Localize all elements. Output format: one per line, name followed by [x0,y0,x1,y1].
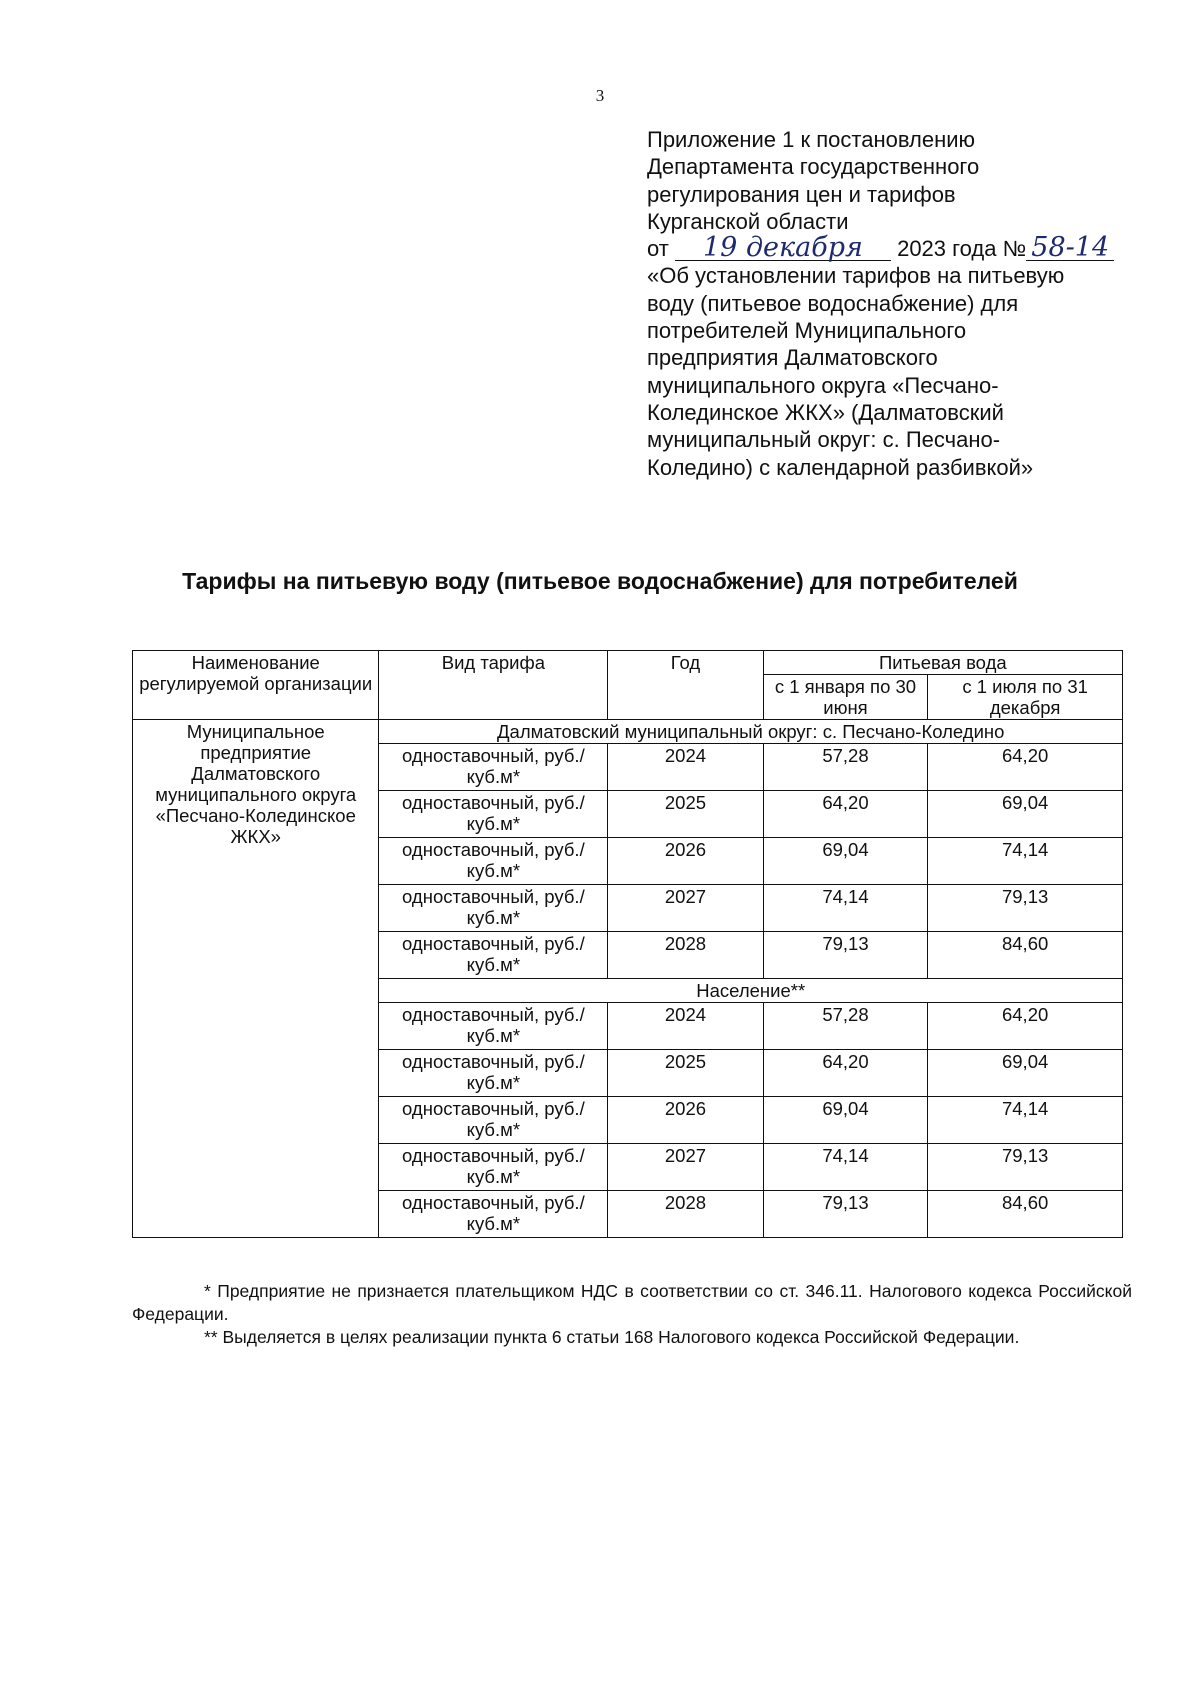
tariff-kind-cell: одноставочный, руб./куб.м* [379,838,608,885]
footnote: ** Выделяется в целях реализации пункта 6 статьи 168 Налогового кодекса Российской Федерации. [204,1327,1020,1347]
tariff-table [132,650,1123,1238]
tariff-kind-cell: одноставочный, руб./куб.м* [379,932,608,979]
year-cell: 2024 [608,744,763,791]
date-prefix: от [647,236,669,262]
section-row [133,720,1123,744]
section-label: Население** [379,979,1123,1003]
year-cell: 2028 [608,932,763,979]
value-cell: 57,28 [763,1003,928,1050]
value-cell: 64,20 [763,791,928,838]
value-cell: 64,20 [928,1003,1123,1050]
year-cell: 2024 [608,1003,763,1050]
year-cell: 2025 [608,1050,763,1097]
value-cell: 74,14 [928,838,1123,885]
appendix-header [647,126,1127,481]
value-cell: 57,28 [763,744,928,791]
value-cell: 74,14 [928,1097,1123,1144]
footnote: * Предприятие не признается плательщиком НДС в соответствии со ст. 346.11. Налогового кодекса Российской Федерации. [132,1281,1132,1324]
appendix-subject-line: муниципальный округ: с. Песчано- [647,427,1001,453]
tariff-kind-cell: одноставочный, руб./куб.м* [379,1097,608,1144]
footnotes [132,1280,1132,1349]
value-cell: 74,14 [763,1144,928,1191]
appendix-line: Департамента государственного [647,154,980,180]
document-title: Тарифы на питьевую воду (питьевое водоснабжение) для потребителей [182,568,1018,594]
year-cell: 2027 [608,1144,763,1191]
appendix-date-line [647,232,1127,264]
header-tariff-kind: Вид тарифа [379,651,608,720]
header-period-2: с 1 июля по 31 декабря [928,675,1123,720]
year-cell: 2025 [608,791,763,838]
header-organization: Наименование регулируемой организации [133,651,379,720]
appendix-subject-line: «Об установлении тарифов на питьевую [647,263,1065,289]
value-cell: 79,13 [763,932,928,979]
header-drinking-water: Питьевая вода [763,651,1122,675]
year-cell: 2028 [608,1191,763,1238]
year-cell: 2026 [608,838,763,885]
value-cell: 64,20 [763,1050,928,1097]
value-cell: 69,04 [763,838,928,885]
tariff-kind-cell: одноставочный, руб./куб.м* [379,744,608,791]
appendix-subject-line: Колединское ЖКХ» (Далматовский [647,399,1004,425]
value-cell: 84,60 [928,932,1123,979]
tariff-kind-cell: одноставочный, руб./куб.м* [379,1191,608,1238]
table-header-row [133,651,1123,675]
value-cell: 64,20 [928,744,1123,791]
header-year: Год [608,651,763,720]
appendix-line: Приложение 1 к постановлению [647,127,976,152]
page-number: 3 [595,86,605,105]
tariff-kind-cell: одноставочный, руб./куб.м* [379,1144,608,1191]
tariff-kind-cell: одноставочный, руб./куб.м* [379,1050,608,1097]
appendix-subject-line: потребителей Муниципального [647,318,967,344]
appendix-subject-line: предприятия Далматовского [647,345,938,371]
value-cell: 69,04 [928,791,1123,838]
appendix-line: Курганской области [647,208,849,234]
section-label: Далматовский муниципальный округ: с. Песчано-Коледино [379,720,1123,744]
handwritten-date: 19 декабря [675,236,891,261]
value-cell: 79,13 [928,885,1123,932]
value-cell: 69,04 [928,1050,1123,1097]
organization-cell: Муниципальное предприятие Далматовского муниципального округа «Песчано-Колединское ЖКХ» [133,720,379,1238]
year-text: 2023 года № [897,236,1027,262]
tariff-kind-cell: одноставочный, руб./куб.м* [379,1003,608,1050]
tariff-kind-cell: одноставочный, руб./куб.м* [379,791,608,838]
value-cell: 74,14 [763,885,928,932]
value-cell: 79,13 [763,1191,928,1238]
year-cell: 2026 [608,1097,763,1144]
value-cell: 69,04 [763,1097,928,1144]
year-cell: 2027 [608,885,763,932]
appendix-subject-line: Коледино) с календарной разбивкой» [647,454,1034,480]
handwritten-number: 58-14 [1026,236,1114,261]
appendix-subject-line: воду (питьевое водоснабжение) для [647,290,1019,316]
header-period-1: с 1 января по 30 июня [763,675,928,720]
appendix-subject-line: муниципального округа «Песчано- [647,372,999,398]
appendix-line: регулирования цен и тарифов [647,181,956,207]
value-cell: 79,13 [928,1144,1123,1191]
value-cell: 84,60 [928,1191,1123,1238]
tariff-kind-cell: одноставочный, руб./куб.м* [379,885,608,932]
